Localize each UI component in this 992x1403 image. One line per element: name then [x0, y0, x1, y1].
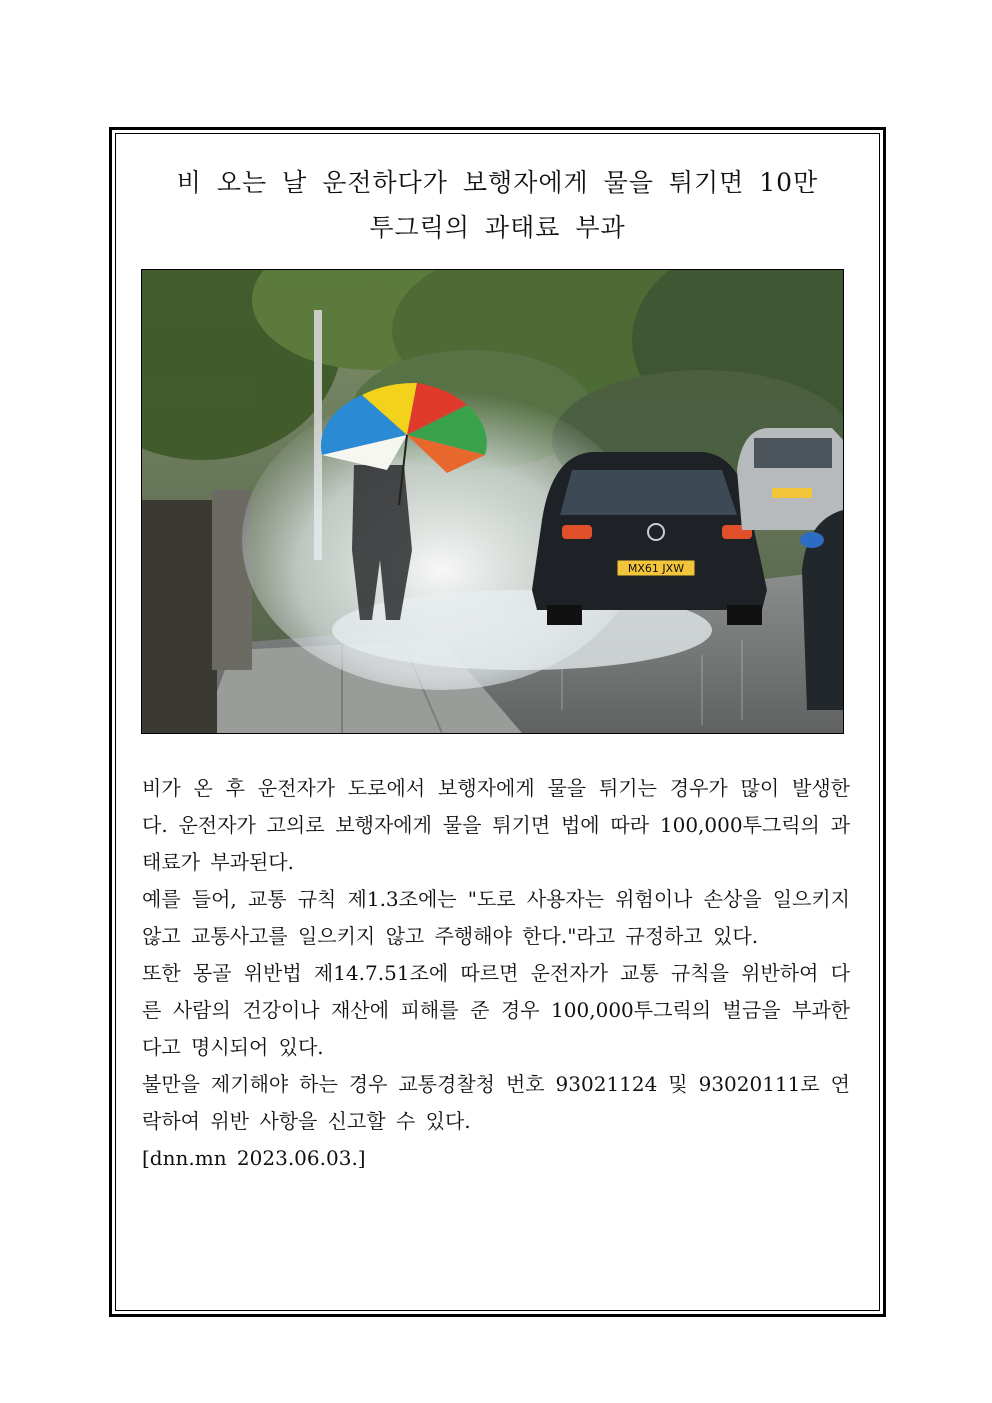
- paragraph-1: 비가 온 후 운전자가 도로에서 보행자에게 물을 튀기는 경우가 많이 발생한다. 운전자가 고의로 보행자에게 물을 튀기면 법에 따라 100,000투그릭의 과태료가 부과된다.: [142, 776, 850, 874]
- silver-car: [737, 428, 843, 530]
- paragraph-4: 불만을 제기해야 하는 경우 교통경찰청 번호 93021124 및 93020111로 연락하여 위반 사항을 신고할 수 있다.: [142, 1072, 850, 1133]
- wall: [142, 500, 217, 733]
- article-frame: [109, 127, 886, 1317]
- paragraph-3: 또한 몽골 위반법 제14.7.51조에 따르면 운전자가 교통 규칙을 위반하여 다른 사람의 건강이나 재산에 피해를 준 경우 100,000투그릭의 벌금을 부과한다고 명시되어 있다.: [142, 961, 850, 1059]
- article-body: [142, 770, 850, 1177]
- title-line-2: 투그릭의 과태료 부과: [369, 213, 626, 242]
- rain-splash-illustration: [142, 270, 843, 733]
- article-photo: [141, 269, 844, 734]
- article-title: [112, 160, 883, 250]
- title-line-1: 비 오는 날 운전하다가 보행자에게 물을 튀기면 10만: [176, 168, 819, 197]
- source-citation: [dnn.mn 2023.06.03.]: [142, 1146, 366, 1170]
- black-car: [532, 452, 767, 625]
- license-plate: MX61 JXW: [627, 562, 685, 575]
- paragraph-2: 예를 들어, 교통 규칙 제1.3조에는 "도로 사용자는 위험이나 손상을 일으키지 않고 교통사고를 일으키지 않고 주행해야 한다."라고 규정하고 있다.: [142, 887, 850, 948]
